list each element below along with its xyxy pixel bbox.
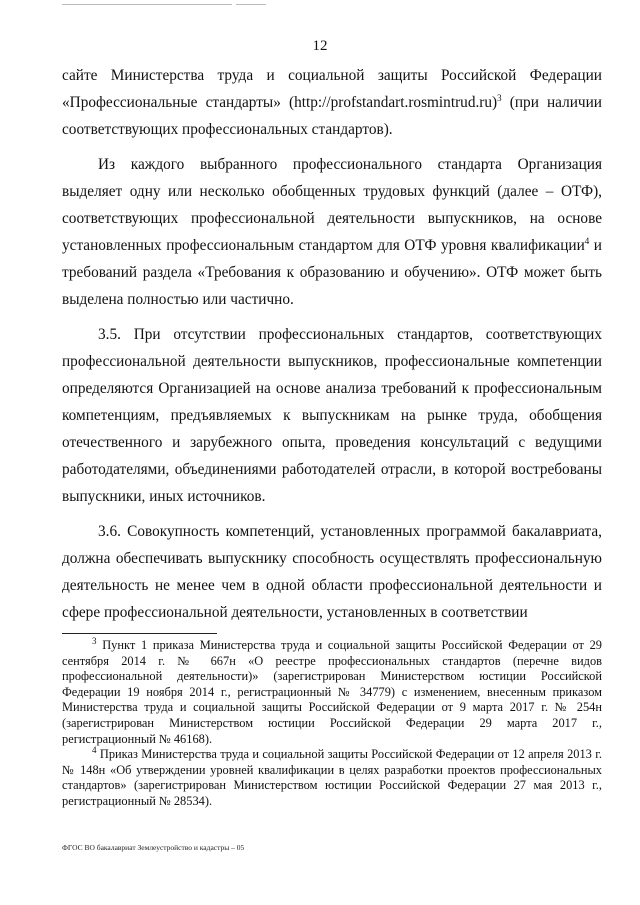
paragraph-continuation: сайте Министерства труда и социальной защиты Российской Федерации «Профессиональные стандарты» (http://profstandart.rosmintrud.ru)$^3$ (при наличии соответствующих профессиональных стандартов). (62, 67, 602, 138)
footnote-4: $^4$ Приказ Министерства труда и социальной защиты Российской Федерации от 12 апреля 2013 г. № 148н «Об утверждении уровней квалификации в целях разработки проектов профессиональных стандартов» (зарегистрирован Министерством юстиции Российской Федерации 27 мая 2013 г., регистрационный № 28534). (62, 745, 602, 808)
page-number: 12 (312, 38, 328, 54)
paragraph-3-6: 3.6. Совокупность компетенций, установленных программой бакалавриата, должна обеспечивать выпускнику способность осуществлять профессиональную деятельность не менее чем в одной области профессиональной деятельности и сфере профессиональной деятельности, установленных в соответствии (62, 523, 602, 621)
footnotes (62, 635, 602, 810)
paragraph-3-5: 3.5. При отсутствии профессиональных стандартов, соответствующих профессиональной деятельности выпускников, профессиональные компетенции определяются Организацией на основе анализа требований к профессиональным компетенциям, предъявляемых к выпускникам на рынке труда, обобщения отечественного и зарубежного опыта, проведения консультаций с ведущими работодателями, объединениями работодателей отрасли, в которой востребованы выпускники, иных источников. (62, 326, 602, 505)
footnote-ref-3[interactable]: 3 (497, 92, 502, 103)
document-body (62, 62, 602, 626)
footnote-ref-4[interactable]: 4 (584, 235, 590, 246)
top-edge-line (62, 4, 232, 5)
top-edge-line-short (236, 4, 266, 5)
paragraph-otf: Из каждого выбранного профессионального стандарта Организация выделяет одну или несколько обобщенных трудовых функций (далее – ОТФ), соответствующих профессиональной деятельности выпускников, на основе установленных профессиональным стандартом для ОТФ уровня квалификации$^4$ и требований раздела «Требования к образованию и обучению». ОТФ может быть выделена полностью или частично. (62, 156, 602, 308)
footnote-separator (62, 633, 217, 634)
document-footer: ФГОС ВО бакалавриат Землеустройство и кадастры – 05 (62, 843, 245, 852)
footnote-3: $^3$ Пункт 1 приказа Министерства труда и социальной защиты Российской Федерации от 29 сентября 2014 г. № 667н «О реестре профессиональных стандартов (перечне видов профессиональной деятельности)» (зарегистрирован Министерством юстиции Российской Федерации 19 ноября 2014 г., регистрационный № 34779) с изменением, внесенным приказом Министерства труда и социальной защиты Российской Федерации от 9 марта 2017 г. № 254н (зарегистрирован Министерством юстиции Российской Федерации 29 марта 2017 г., регистрационный № 46168). (62, 635, 602, 746)
